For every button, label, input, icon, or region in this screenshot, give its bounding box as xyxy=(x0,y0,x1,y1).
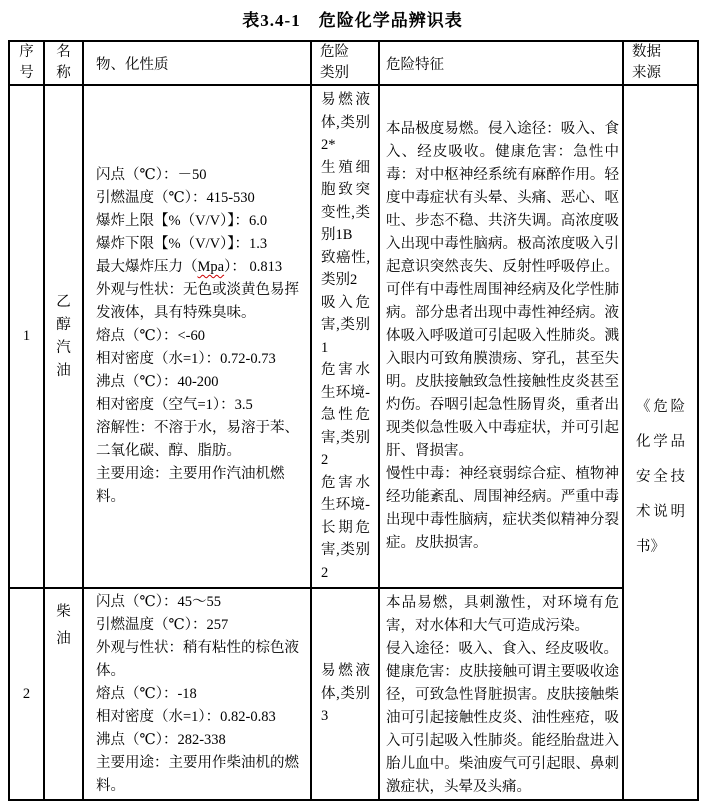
serial-no-cell: 1 xyxy=(9,85,44,588)
chemical-name: 乙醇汽油 xyxy=(56,293,71,379)
property-line: 外观与性状：稍有粘性的棕色液体。 xyxy=(96,639,299,679)
serial-no-cell: 2 xyxy=(9,588,44,800)
property-line: 沸点（℃）：40-200 xyxy=(96,374,219,390)
property-line: 熔点（℃）：-18 xyxy=(96,685,197,702)
header-hazard-class xyxy=(311,41,379,85)
property-line: 溶解性：不溶于水，易溶于苯、二氧化碳、醇、脂肪。 xyxy=(96,420,299,459)
property-line: 熔点（℃）：<-60 xyxy=(96,328,205,344)
hazard-features-cell xyxy=(379,85,623,588)
hazard-class-item: 危害水生环境-急性危害,类别2 xyxy=(321,362,370,468)
chemical-name: 柴油 xyxy=(56,604,71,647)
hazard-features-paragraph: 健康危害：皮肤接触可谓主要吸收途径，可致急性肾脏损害。皮肤接触柴油可引起接触性皮炎、油性痤疮，吸入可引起吸入性肺炎。能经胎盘进入胎儿血中。柴油废气可引起眼、鼻刺激症状，头晕及头痛。 xyxy=(386,664,619,795)
property-line: 相对密度（水=1）：0.72-0.73 xyxy=(96,351,276,367)
property-line: 闪点（℃）：－50 xyxy=(96,167,207,183)
data-source-cell xyxy=(623,85,698,800)
hazard-features-paragraph: 本品极度易燃。侵入途径：吸入、食入、经皮吸收。健康危害：急性中毒：对中枢神经系统有麻醉作用。轻度中毒症状有头晕、头痛、恶心、呕吐、步态不稳、共济失调。高浓度吸入出现中毒性脑病。极高浓度吸入引起意识突然丧失、反射性呼吸停止。可伴有中毒性周围神经病及化学性肺病。部分患者出现中毒性神经病。液体吸入呼吸道可引起吸入性肺炎。溅入眼内可致角膜溃疡、穿孔，甚至失明。皮肤接触致急性接触性皮炎甚至灼伤。吞咽引起急性肠胃炎，重者出现类似急性吸入中毒症状，并可引起肝、肾损害。 xyxy=(386,121,619,459)
hazard-features-paragraph: 本品易燃，具刺激性，对环境有危害，对水体和大气可造成污染。 xyxy=(386,595,619,634)
property-line: 相对密度（水=1）：0.82-0.83 xyxy=(96,708,276,725)
table-row-ethanol-gasoline xyxy=(9,85,698,588)
property-line: 相对密度（空气=1）：3.5 xyxy=(96,397,253,413)
header-serial-no xyxy=(9,41,44,85)
hazard-class-cell xyxy=(311,588,379,800)
property-line: 引燃温度（℃）：257 xyxy=(96,616,229,633)
hazard-class-item: 致癌性,类别2 xyxy=(321,249,370,288)
property-line: 沸点（℃）：282-338 xyxy=(96,731,226,748)
properties-cell xyxy=(83,588,311,800)
property-line: 引燃温度（℃）：415-530 xyxy=(96,190,255,206)
hazard-class-item: 吸入危害,类别1 xyxy=(321,294,370,356)
hazard-class-item: 易燃液体,类别2* xyxy=(321,92,370,153)
property-text: ）： 0.813 xyxy=(224,259,283,275)
property-line: 爆炸上限【%（V/V）】：6.0 xyxy=(96,213,268,229)
properties-cell xyxy=(83,85,311,588)
header-name-label: 名称 xyxy=(56,44,71,81)
header-name xyxy=(44,41,83,85)
property-line: 主要用途：主要用作柴油机的燃料。 xyxy=(96,754,299,794)
hazard-features-cell xyxy=(379,588,623,800)
property-line: 爆炸下限【%（V/V）】：1.3 xyxy=(96,236,268,252)
hazard-class-item: 生殖细胞致突变性,类别1B xyxy=(321,159,370,243)
table-title: 表3.4-1 危险化学品辨识表 xyxy=(242,11,463,30)
property-line: 主要用途：主要用作汽油机燃料。 xyxy=(96,466,285,505)
property-line: 闪点（℃）：45～55 xyxy=(96,593,221,610)
hazard-features-paragraph: 侵入途径：吸入、食入、经皮吸收。 xyxy=(386,641,618,657)
hazard-features-paragraph: 慢性中毒：神经衰弱综合症、植物神经功能紊乱、周围神经病。严重中毒出现中毒性脑病，症状类似精神分裂症。皮肤损害。 xyxy=(386,466,619,551)
header-hazard-class-label: 危险类别 xyxy=(320,44,349,81)
header-row xyxy=(9,41,698,85)
data-source-text: 《危险化学品安全技术说明书》 xyxy=(636,399,685,555)
hazardous-chemicals-table xyxy=(8,40,699,801)
hazard-class-item: 易燃液体,类别3 xyxy=(321,663,370,725)
name-cell xyxy=(44,588,83,800)
property-line: 外观与性状：无色或淡黄色易挥发液体，具有特殊臭味。 xyxy=(96,282,299,321)
name-cell xyxy=(44,85,83,588)
header-hazard-features: 危险特征 xyxy=(379,41,623,85)
property-line xyxy=(96,256,306,279)
table-row-diesel xyxy=(9,588,698,800)
header-data-source xyxy=(623,41,698,85)
hazard-class-cell xyxy=(311,85,379,588)
header-data-source-label: 数据来源 xyxy=(632,44,661,81)
spellcheck-word: Mpa xyxy=(197,259,225,275)
header-properties: 物、化性质 xyxy=(83,41,311,85)
property-text: 最大爆炸压力（ xyxy=(96,259,198,275)
hazard-class-item: 危害水生环境-长期危害,类别2 xyxy=(321,474,370,581)
header-serial-no-label: 序号 xyxy=(19,44,34,81)
